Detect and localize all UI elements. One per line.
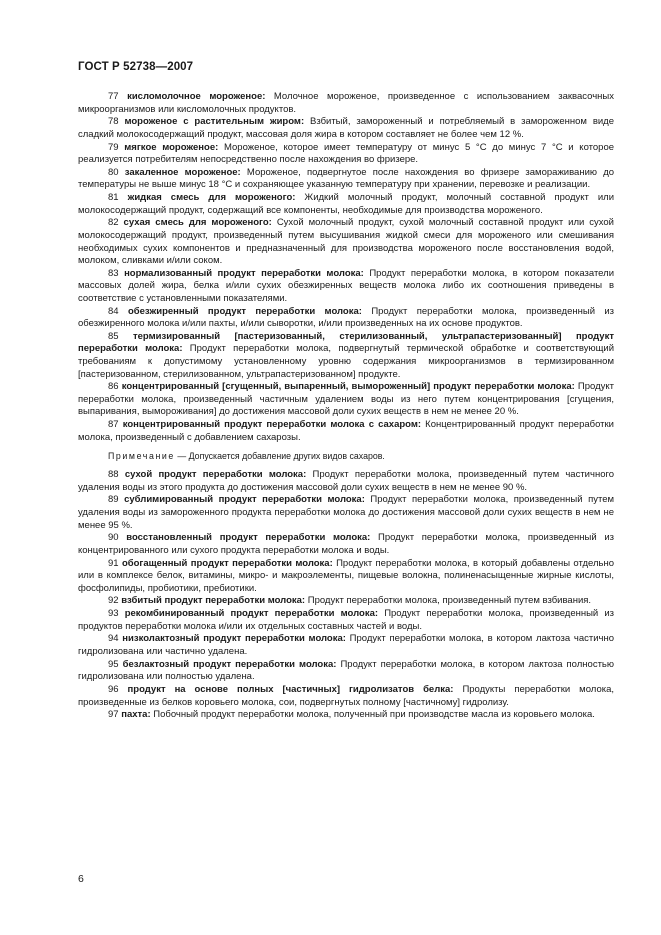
item-term: пахта: [121,709,151,721]
item-term: закаленное мороженое: [124,166,241,178]
definition-item [78,167,614,192]
definition-list [78,91,614,444]
definition-item [78,142,614,167]
item-number: 96 [108,683,119,695]
item-number: 80 [108,166,119,178]
item-definition: Жидкий молочный продукт, молочный составной продукт или молокосодержащий продукт, содержащий все компоненты, необходимые для производства мороженого. [78,192,615,216]
item-number: 93 [108,608,119,620]
item-number: 92 [108,595,119,607]
item-definition: Продукт переработки молока, произведенный путем частичного удаления воды из этого продукта до достижения массовой доли сухих веществ в нем не менее 90 %. [78,469,615,493]
item-number: 91 [108,557,119,569]
item-term: обезжиренный продукт переработки молока: [127,305,362,317]
item-term: нормализованный продукт переработки молока: [124,267,364,279]
definition-item [78,633,614,658]
item-definition: Побочный продукт переработки молока, полученный при производстве масла из коровьего молока. [153,709,595,721]
definition-item [78,595,614,608]
definition-item [78,558,614,596]
item-term: сухая смесь для мороженого: [123,217,272,229]
definition-item [78,469,614,494]
document-header: ГОСТ Р 52738—2007 [78,61,194,73]
item-number: 79 [108,141,119,153]
item-definition: Мороженое, подвергнутое после нахождения во фризере замораживанию до температуры не выше минус 18 °С и сохраняющее указанную температуру при хранении, перевозке и реализации. [78,166,615,191]
page-number: 6 [78,873,84,885]
item-number: 95 [108,658,119,670]
definition-item [78,192,614,217]
item-definition: Продукт переработки молока, в котором лактоза полностью гидролизована или полностью удалена. [78,658,615,683]
note-label: Примечание [108,451,175,462]
item-definition: Продукт переработки молока, произведенный из концентрированного или сухого продукта переработки молока и воды. [78,532,615,556]
item-definition: Продукт переработки молока, произведенный из продуктов переработки молока и/или их отдельных составных частей и воды. [78,608,615,632]
definition-item [78,331,614,381]
item-definition: Взбитый, замороженный и потребляемый в замороженном виде сладкий молокосодержащий продукт, массовая доля жира в котором составляет не более чем 12 %. [78,116,615,140]
item-term: безлактозный продукт переработки молока: [122,658,337,670]
item-term: жидкая смесь для мороженого: [127,192,296,204]
item-number: 86 [108,381,119,393]
item-number: 82 [108,217,119,229]
item-definition: Продукт переработки молока, в котором показатели массовых долей жира, белка и/или сухих обезжиренных веществ молока либо их соотношения приведены в соответствие с установленными показателями. [78,267,615,304]
item-definition: Продукт переработки молока, подвергнутый термической обработке и соответствующий требованиям к допустимому установленному уровню содержания микроорганизмов в термизированном [пастеризованном, стерилизованном, ультрапастеризованном] продукте. [78,343,614,380]
definition-item [78,709,614,722]
item-definition: Мороженое, которое имеет температуру от минус 5 °С до минус 7 °С и которое реализуется потребителям непосредственно после нахождения во фризере. [78,141,615,166]
item-definition: Концентрированный продукт переработки молока, произведенный с добавлением сахарозы. [78,419,614,443]
item-definition: Продукт переработки молока, в котором лактоза частично гидролизована или частично удалена. [78,633,615,657]
item-number: 81 [108,192,119,204]
definition-item [78,684,614,709]
item-term: сухой продукт переработки молока: [124,469,307,481]
item-number: 77 [108,91,119,102]
note-dash: — [177,451,187,462]
definition-item [78,494,614,532]
item-number: 94 [108,633,119,645]
item-number: 90 [108,532,119,544]
item-definition: Продукт переработки молока, произведенный из обезжиренного молока и/или пахты, и/или сыворотки, и/или произведенных на их основе продуктов. [78,305,615,330]
item-term: продукт на основе полных [частичных] гидролизатов белка: [127,683,454,695]
definition-item [78,419,614,444]
item-term: концентрированный продукт переработки молока с сахаром: [122,419,422,431]
item-definition: Молочное мороженое, произведенное с использованием заквасочных микроорганизмов или кисломолочных продуктов. [78,91,614,115]
note [78,450,614,462]
note-text: Допускается добавление других видов сахаров. [188,451,385,462]
definition-item [78,532,614,557]
definition-item [78,116,614,141]
item-term: взбитый продукт переработки молока: [121,595,306,607]
item-term: восстановленный продукт переработки молока: [126,532,371,544]
item-term: термизированный [пастеризованный, стерилизованный, ультрапастеризованный] продукт переработки молока: [78,330,614,355]
item-definition: Продукт переработки молока, произведенный частичным удалением воды из него путем концентрирования [сгущения, выпаривания, вымороживания] до достижения массовой доли сухих веществ в нем не менее 20 %. [78,381,615,418]
item-definition: Продукты переработки молока, произведенные из белков коровьего молока, сои, подвергнутых полному [частичному] гидролизу. [78,683,615,708]
item-term: концентрированный [сгущенный, выпаренный, вымороженный] продукт переработки молока: [121,381,575,393]
item-number: 89 [108,494,119,506]
item-number: 85 [108,330,119,342]
item-definition: Продукт переработки молока, произведенный путем удаления воды из замороженного продукта переработки молока до достижения массовой доли сухих веществ в нем не менее 95 %. [78,494,615,531]
definition-item [78,268,614,306]
item-number: 84 [108,305,119,317]
item-term: сублимированный продукт переработки молока: [124,494,365,506]
item-term: низколактозный продукт переработки молока: [122,633,346,645]
definition-item [78,659,614,684]
item-number: 78 [108,116,119,128]
item-term: обогащенный продукт переработки молока: [121,557,333,569]
item-term: мягкое мороженое: [124,141,219,153]
item-number: 83 [108,267,119,279]
definition-list [78,469,614,722]
definition-item [78,608,614,633]
item-term: кисломолочное мороженое: [127,91,266,102]
item-number: 88 [108,469,119,481]
item-definition: Продукт переработки молока, произведенный путем взбивания. [307,595,592,607]
item-definition: Продукт переработки молока, в который добавлены отдельно или в комплексе белок, витамины, микро- и макроэлементы, пищевые волокна, полиненасыщенные жирные кислоты, фосфолипиды, пробиотики, пребиотики. [78,557,615,594]
item-number: 97 [108,709,119,721]
definition-item [78,306,614,331]
item-term: рекомбинированный продукт переработки молока: [124,608,379,620]
definition-item [78,381,614,419]
item-term: мороженое с растительным жиром: [124,116,305,128]
definition-item [78,91,614,116]
item-definition: Сухой молочный продукт, сухой молочный составной продукт или сухой молокосодержащий продукт, произведенный путем высушивания жидкой смеси для мороженого или смешивания необходимых сухих компонентов и предназначенный для производства мороженого после восстановления водой, молоком, сливками и/или соком. [78,217,614,267]
document-body [78,91,614,722]
item-number: 87 [108,419,119,431]
definition-item [78,217,614,267]
